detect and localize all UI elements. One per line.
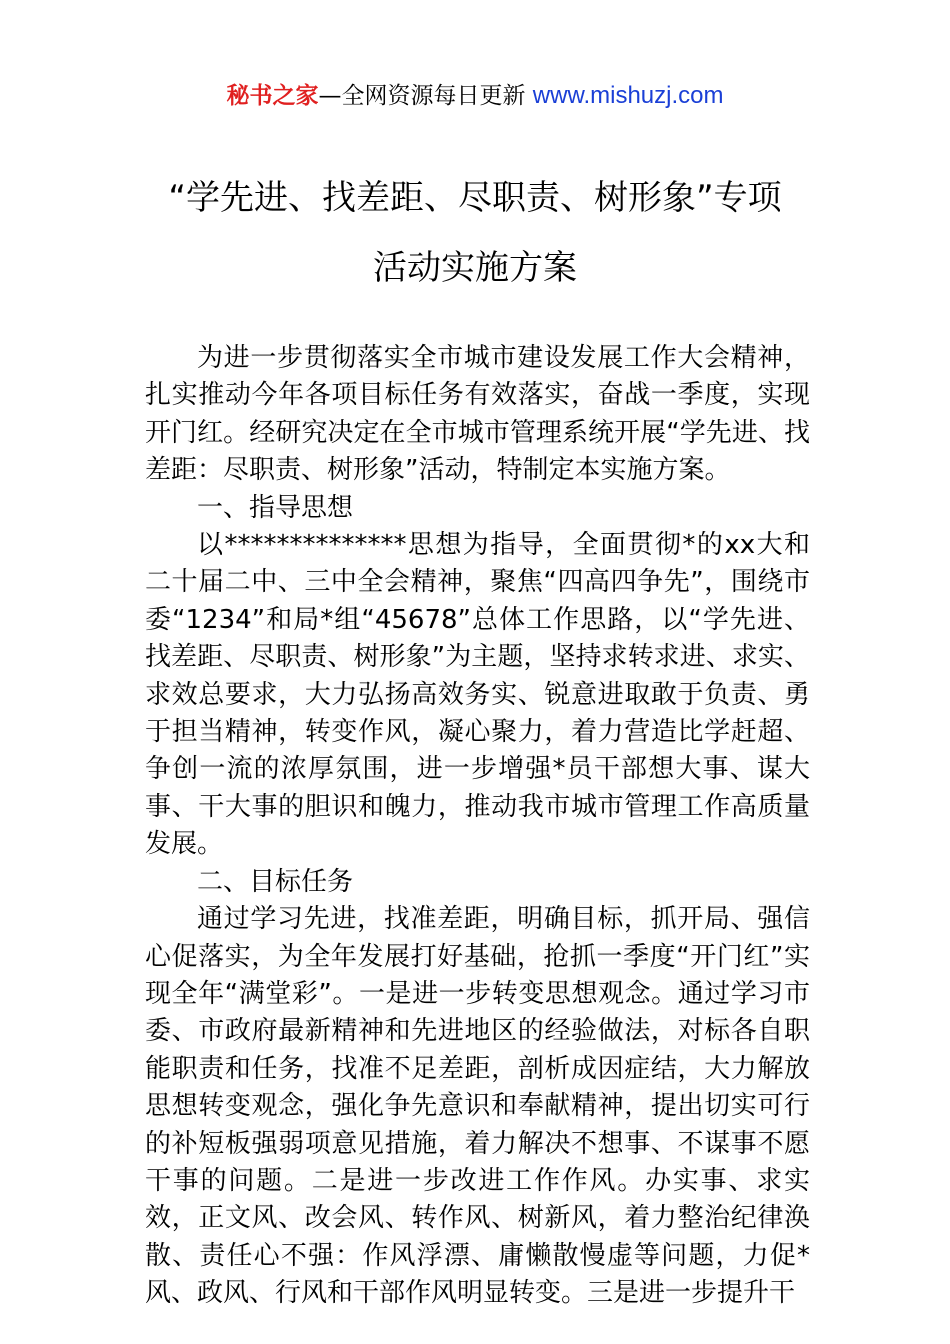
objectives-paragraph: 通过学习先进，找准差距，明确目标，抓开局、强信心促落实，为全年发展打好基础，抢抓一季度“开门红”实现全年“满堂彩”。一是进一步转变思想观念。通过学习市委、市政府最新精神和先进地区的经验做法，对标各自职能职责和任务，找准不足差距，剖析成因症结，大力解放思想转变观念，强化争先意识和奉献精神，提出切实可行的补短板强弱项意见措施，着力解决不想事、不谋事不愿干事的问题。二是进一步改进工作作风。办实事、求实效，正文风、改会风、转作风、树新风，着力整治纪律涣散、责任心不强：作风浮漂、庸懒散慢虚等问题，力促*风、政风、行风和干部作风明显转变。三是进一步提升干	[145, 904, 810, 1309]
section-heading-objectives: 二、目标任务	[197, 866, 354, 897]
section-heading-guiding-ideology: 一、指导思想	[197, 492, 354, 523]
site-banner	[0, 80, 950, 112]
document-title	[0, 176, 950, 290]
title-line-1: “学先进、找差距、尽职责、树形象”专项	[168, 178, 782, 218]
brand-name: 秘书之家	[226, 83, 319, 109]
guiding-ideology-paragraph: 以**************思想为指导，全面贯彻*的xx大和二十届二中、三中全会精神，聚焦“四高四争先”，围绕市委“1234”和局*组“45678”总体工作思路，以“学先进、找差距、尽职责、树形象”为主题，坚持求转求进、求实、求效总要求，大力弘扬高效务实、锐意进取敢于负责、勇于担当精神，转变作风，凝心聚力，着力营造比学赶超、争创一流的浓厚氛围，进一步增强*员干部想大事、谋大事、干大事的胆识和魄力，推动我市城市管理工作高质量发展。	[145, 530, 810, 860]
intro-paragraph: 为进一步贯彻落实全市城市建设发展工作大会精神，扎实推动今年各项目标任务有效落实，奋战一季度，实现开门红。经研究决定在全市城市管理系统开展“学先进、找差距：尽职责、树形象”活动，特制定本实施方案。	[145, 343, 810, 486]
document-body	[145, 340, 810, 1313]
website-link[interactable]: www.mishuzj.com	[532, 82, 724, 109]
banner-tagline: —全网资源每日更新	[318, 83, 533, 109]
title-line-2: 活动实施方案	[373, 248, 577, 288]
